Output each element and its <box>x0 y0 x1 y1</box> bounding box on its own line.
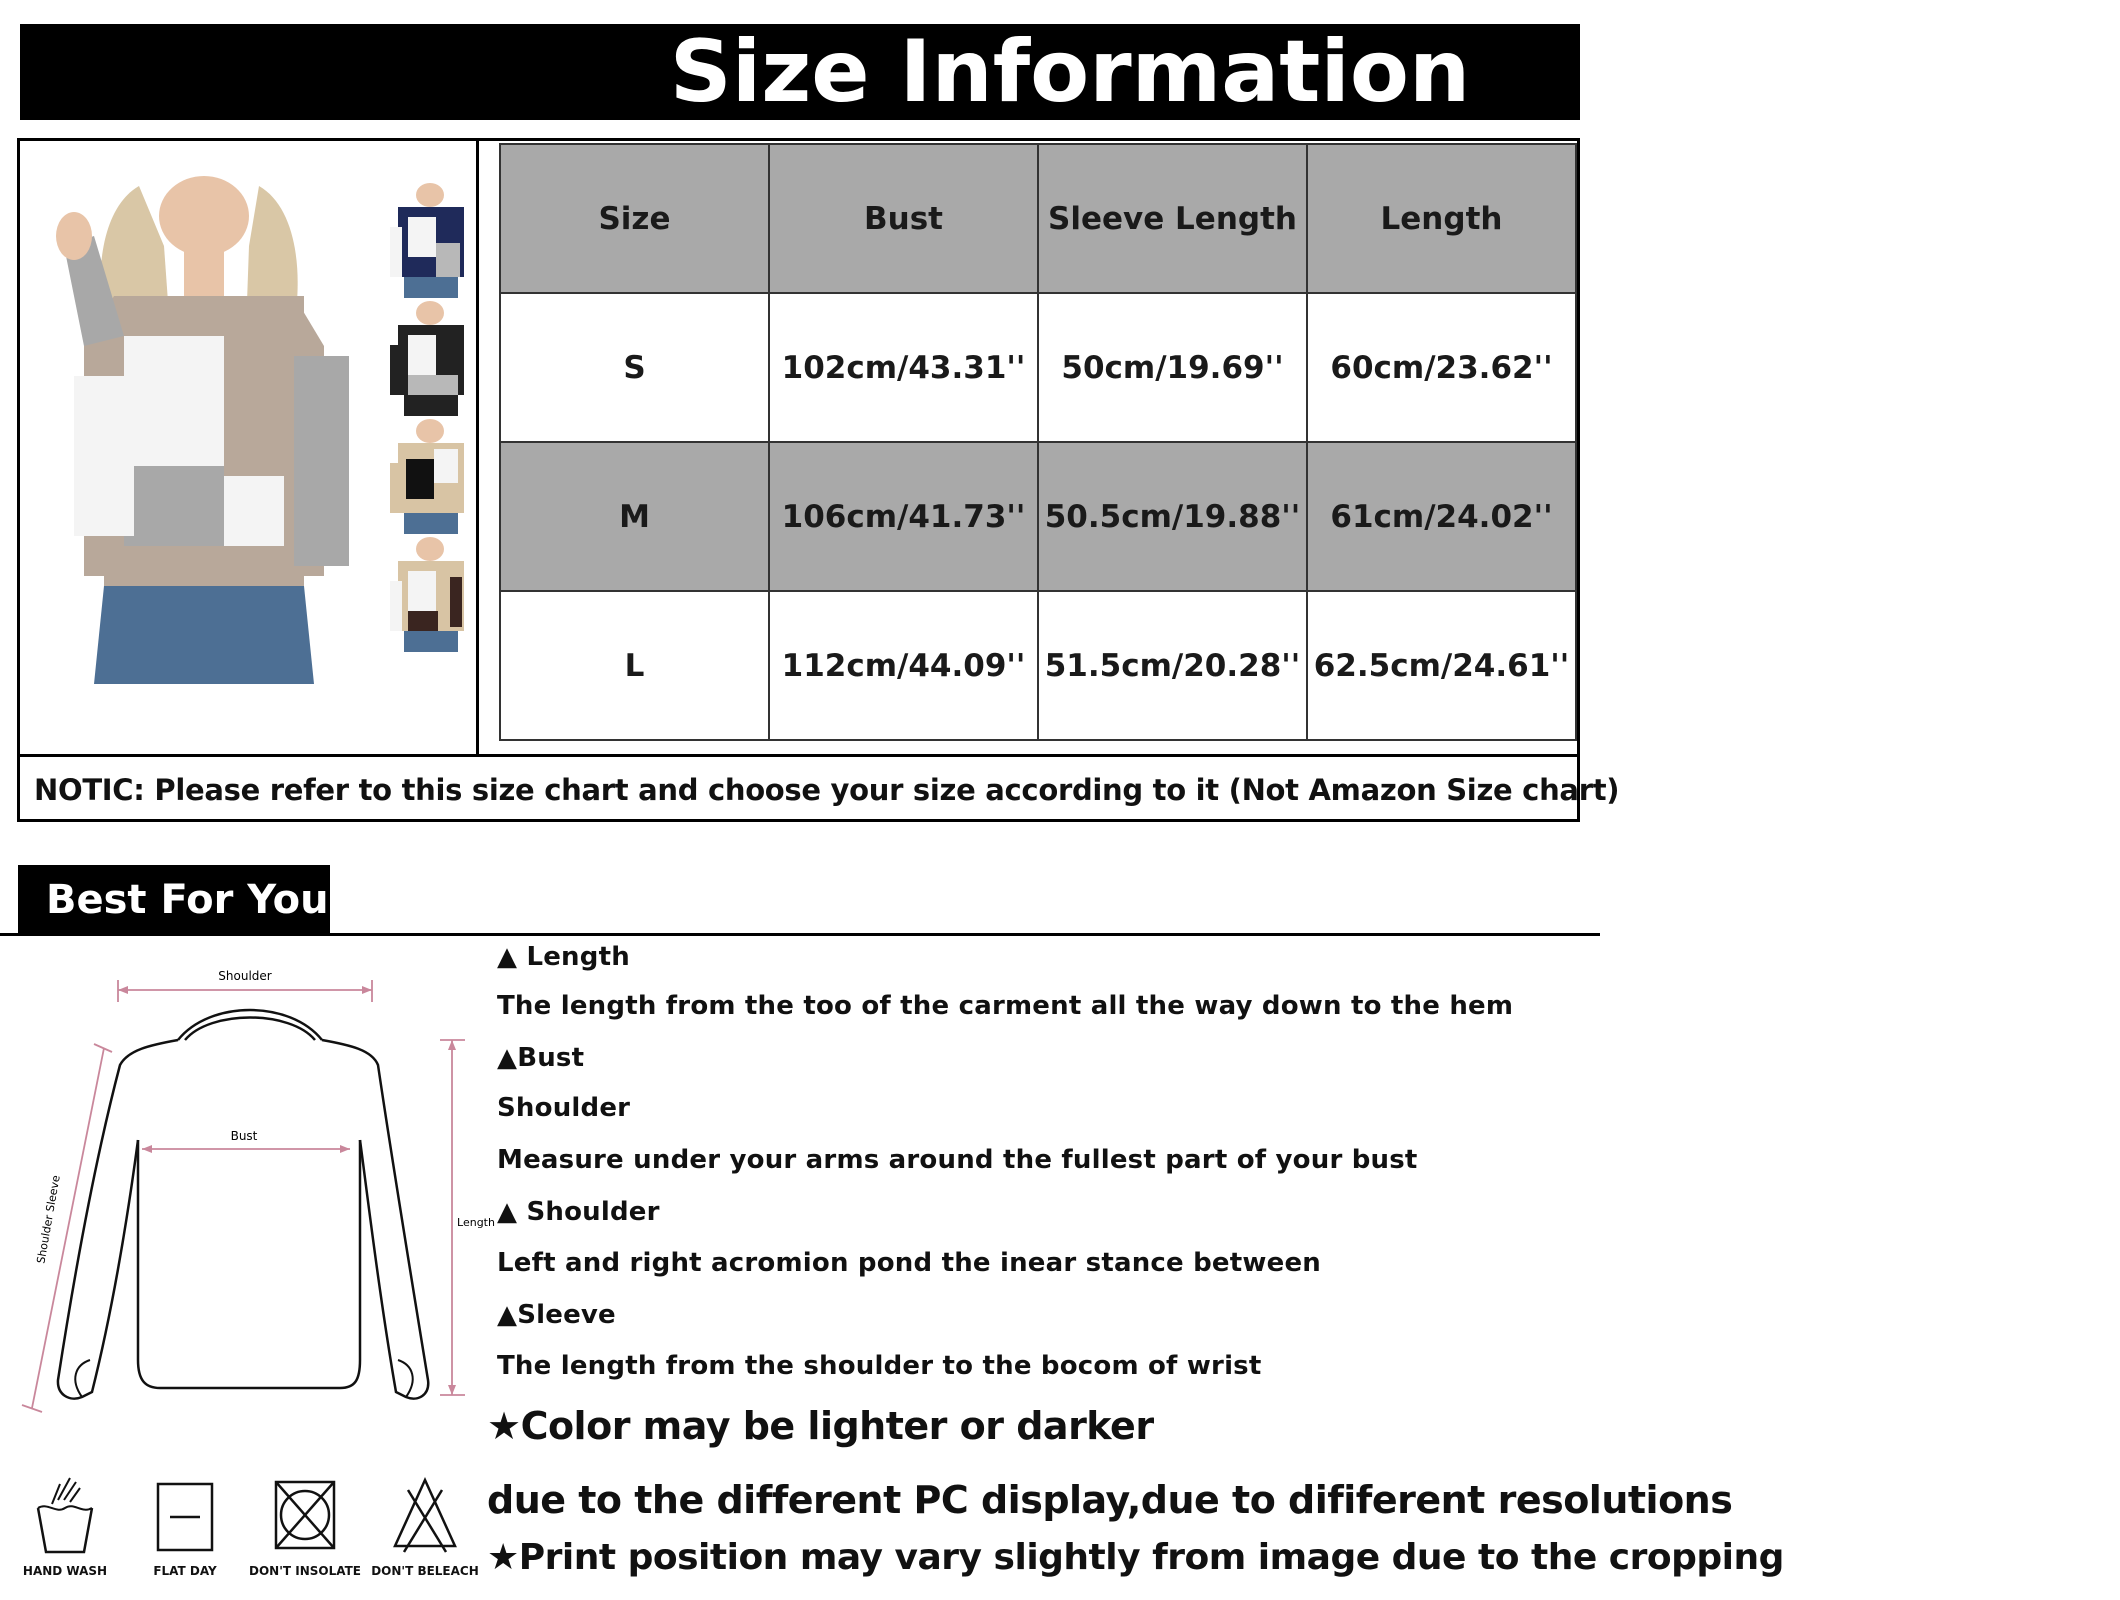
hand-wash-icon <box>20 1470 110 1560</box>
display-note: due to the different PC display,due to dififerent resolutions <box>487 1478 1733 1522</box>
table-row <box>500 591 1576 740</box>
shoulder-measure-label: Shoulder <box>218 969 272 983</box>
title-bar <box>20 24 1580 120</box>
table-cell: 60cm/23.62'' <box>1307 293 1576 442</box>
table-cell: 51.5cm/20.28'' <box>1038 591 1307 740</box>
do-not-tumble-icon <box>260 1470 350 1560</box>
column-header: Bust <box>769 144 1038 293</box>
table-row <box>500 293 1576 442</box>
shoulder-description: Left and right acromion pond the inear stance between <box>497 1248 1321 1278</box>
table-cell: S <box>500 293 769 442</box>
table-cell: M <box>500 442 769 591</box>
bust-description: Measure under your arms around the fullest part of your bust <box>497 1145 1418 1175</box>
shoulder-heading: ▲ Shoulder <box>497 1197 660 1227</box>
length-measure-label: Length <box>457 1216 495 1229</box>
best-for-you-tab <box>18 865 330 935</box>
color-variant-thumb[interactable] <box>390 301 470 416</box>
table-cell: 112cm/44.09'' <box>769 591 1038 740</box>
sleeve-heading: ▲Sleeve <box>497 1300 616 1330</box>
care-label: FLAT DAY <box>153 1564 217 1578</box>
sleeve-measure-label: Shoulder Sleeve <box>34 1174 63 1265</box>
care-flat-dry <box>120 1470 250 1590</box>
flat-dry-icon <box>140 1470 230 1560</box>
care-label: DON'T BELEACH <box>371 1564 479 1578</box>
table-cell: 102cm/43.31'' <box>769 293 1038 442</box>
section-label: Best For You <box>46 877 329 923</box>
care-hand-wash <box>0 1470 130 1590</box>
table-cell: 62.5cm/24.61'' <box>1307 591 1576 740</box>
bust-subheading: Shoulder <box>497 1093 631 1123</box>
care-label: DON'T INSOLATE <box>249 1564 361 1578</box>
color-note: ★Color may be lighter or darker <box>487 1404 1154 1448</box>
measurement-diagram <box>0 940 500 1440</box>
length-heading: ▲ Length <box>497 942 630 972</box>
size-notice: NOTIC: Please refer to this size chart and choose your size according to it (Not Amazon Size chart) <box>34 773 1620 807</box>
table-cell: 106cm/41.73'' <box>769 442 1038 591</box>
care-dont-insolate <box>240 1470 370 1590</box>
table-header-row <box>500 144 1576 293</box>
table-cell: 50.5cm/19.88'' <box>1038 442 1307 591</box>
column-header: Length <box>1307 144 1576 293</box>
page-title: Size Information <box>669 22 1471 122</box>
color-variant-thumb[interactable] <box>390 419 470 534</box>
notice-row <box>20 754 1620 819</box>
sleeve-description: The length from the shoulder to the bocom of wrist <box>497 1351 1262 1381</box>
color-variant-thumb[interactable] <box>390 183 470 298</box>
length-description: The length from the too of the carment all the way down to the hem <box>497 991 1514 1021</box>
table-cell: L <box>500 591 769 740</box>
product-photo-panel <box>20 141 479 754</box>
care-label: HAND WASH <box>22 1564 108 1578</box>
bust-heading: ▲Bust <box>497 1043 585 1073</box>
table-row <box>500 442 1576 591</box>
table-cell: 50cm/19.69'' <box>1038 293 1307 442</box>
size-table <box>499 143 1577 741</box>
color-variant-thumb[interactable] <box>390 537 470 652</box>
section-divider <box>0 933 1600 936</box>
bust-measure-label: Bust <box>230 1129 258 1143</box>
column-header: Size <box>500 144 769 293</box>
model-photo <box>44 186 364 684</box>
care-dont-bleach <box>360 1470 490 1590</box>
do-not-bleach-icon <box>380 1470 470 1560</box>
table-cell: 61cm/24.02'' <box>1307 442 1576 591</box>
column-header: Sleeve Length <box>1038 144 1307 293</box>
print-note: ★Print position may vary slightly from image due to the cropping <box>487 1537 1784 1578</box>
